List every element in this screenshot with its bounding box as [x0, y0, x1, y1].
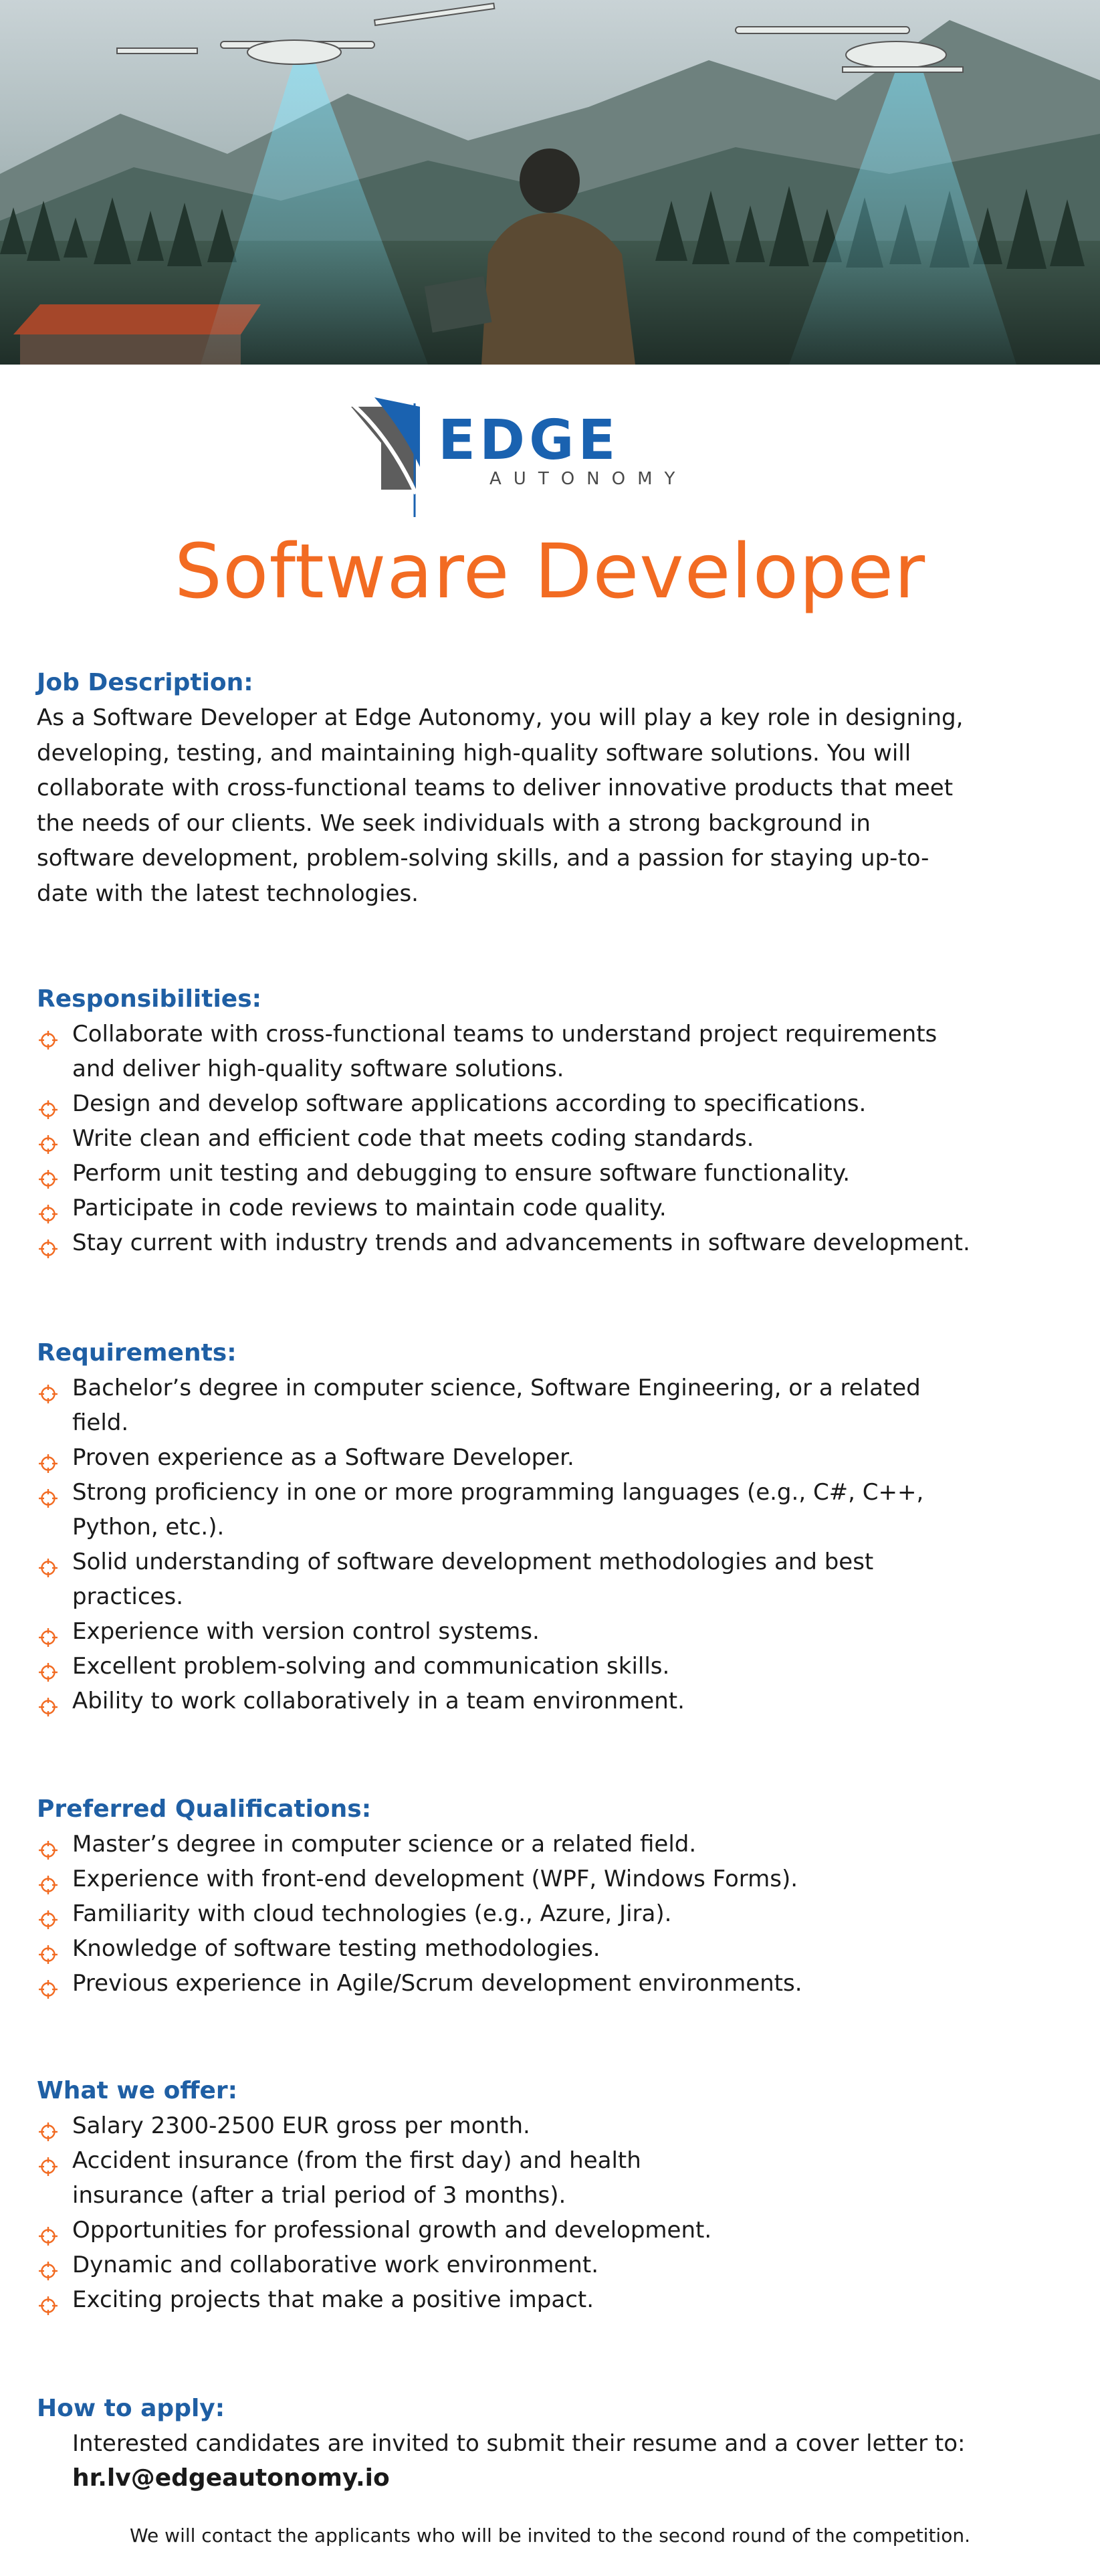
list-item	[37, 1191, 970, 1225]
list-item-text: Dynamic and collaborative work environment.	[72, 2252, 598, 2278]
list-item-text: Experience with front-end development (WPF, Windows Forms).	[72, 1866, 798, 1892]
list-item	[37, 1896, 802, 1931]
list-item	[37, 1545, 923, 1614]
section-what-we-offer	[37, 2074, 711, 2317]
crosshair-target-icon	[38, 1836, 58, 1856]
list-item-text: Accident insurance (from the first day) and health	[72, 2147, 641, 2174]
crosshair-target-icon	[38, 1975, 58, 1995]
edge-autonomy-logo	[341, 393, 756, 520]
list-item-text: Stay current with industry trends and advancements in software development.	[72, 1229, 970, 1256]
list-item-text: and deliver high-quality software solutions.	[72, 1056, 564, 1082]
section-heading: Requirements:	[37, 1339, 237, 1367]
list-item-text: Perform unit testing and debugging to ensure software functionality.	[72, 1160, 851, 1187]
list-item	[37, 1862, 802, 1896]
text-line: the needs of our clients. We seek individuals with a strong background in	[37, 809, 871, 837]
list-item-text: Salary 2300-2500 EUR gross per month.	[72, 2112, 530, 2139]
list-item-text: Bachelor’s degree in computer science, Software Engineering, or a related	[72, 1375, 921, 1401]
requirements-list	[37, 1371, 923, 1718]
text-line: collaborate with cross-functional teams to deliver innovative products that meet	[37, 775, 954, 801]
list-item	[37, 1931, 802, 1966]
list-item	[37, 1225, 970, 1260]
list-item-text: Strong proficiency in one or more programming languages (e.g., C#, C++,	[72, 1479, 924, 1506]
list-item	[37, 1614, 923, 1649]
text-line: date with the latest technologies.	[37, 880, 419, 907]
list-item-text: Participate in code reviews to maintain code quality.	[72, 1195, 667, 1221]
list-item	[37, 1440, 923, 1475]
section-preferred-qualifications	[37, 1792, 802, 2001]
list-item-text: Knowledge of software testing methodologies.	[72, 1935, 600, 1962]
crosshair-target-icon	[38, 1658, 58, 1678]
logo-subwordmark: AUTONOMY	[489, 469, 687, 489]
section-requirements	[37, 1336, 923, 1718]
job-title: Software Developer	[174, 528, 926, 615]
text-line: As a Software Developer at Edge Autonomy, you will play a key role in designing,	[37, 704, 964, 731]
list-item-text: practices.	[72, 1583, 183, 1610]
crosshair-target-icon	[38, 1623, 58, 1643]
list-item	[37, 1475, 923, 1545]
offer-list	[37, 2108, 711, 2317]
crosshair-target-icon	[38, 1870, 58, 1890]
list-item-text: Ability to work collaboratively in a team environment.	[72, 1688, 685, 1714]
section-heading: Job Description:	[37, 669, 253, 696]
crosshair-target-icon	[38, 1484, 58, 1504]
list-item-text: Familiarity with cloud technologies (e.g., Azure, Jira).	[72, 1900, 672, 1927]
list-item	[37, 1017, 970, 1086]
text-line: developing, testing, and maintaining high-quality software solutions. You will	[37, 739, 911, 767]
crosshair-target-icon	[38, 1692, 58, 1712]
crosshair-target-icon	[38, 1165, 58, 1185]
list-item	[37, 2248, 711, 2282]
section-how-to-apply	[37, 2391, 965, 2496]
crosshair-target-icon	[38, 1234, 58, 1254]
list-item-text: field.	[72, 1409, 129, 1436]
section-heading: Preferred Qualifications:	[37, 1795, 372, 1823]
list-item	[37, 1371, 923, 1440]
crosshair-target-icon	[38, 1449, 58, 1469]
preferred-qualifications-list	[37, 1827, 802, 2001]
list-item	[37, 1156, 970, 1191]
crosshair-target-icon	[38, 1940, 58, 1960]
list-item-text: Design and develop software applications according to specifications.	[72, 1090, 867, 1117]
list-item-text: Solid understanding of software development methodologies and best	[72, 1549, 874, 1575]
list-item	[37, 1121, 970, 1156]
list-item-text: Excellent problem-solving and communication skills.	[72, 1653, 670, 1680]
list-item	[37, 2108, 711, 2143]
list-item-text: Proven experience as a Software Developer.	[72, 1444, 574, 1471]
crosshair-target-icon	[38, 1553, 58, 1573]
crosshair-target-icon	[38, 1095, 58, 1115]
list-item-text: Collaborate with cross-functional teams to understand project requirements	[72, 1021, 938, 1048]
list-item-text: Opportunities for professional growth and development.	[72, 2217, 712, 2244]
list-item-text: Write clean and efficient code that meets coding standards.	[72, 1125, 754, 1152]
crosshair-target-icon	[38, 1379, 58, 1399]
list-item	[37, 2282, 711, 2317]
crosshair-target-icon	[38, 2221, 58, 2242]
list-item-text: Python, etc.).	[72, 1514, 225, 1541]
crosshair-target-icon	[38, 2117, 58, 2137]
crosshair-target-icon	[38, 2152, 58, 2172]
crosshair-target-icon	[38, 1130, 58, 1150]
list-item-text: Experience with version control systems.	[72, 1618, 540, 1645]
hero-banner-image	[0, 0, 1100, 365]
apply-instructions: Interested candidates are invited to submit their resume and a cover letter to:	[72, 2430, 966, 2457]
list-item	[37, 1966, 802, 2001]
list-item-text: Previous experience in Agile/Scrum development environments.	[72, 1970, 802, 1997]
list-item	[37, 1649, 923, 1684]
section-job-description	[37, 666, 963, 911]
text-line: software development, problem-solving skills, and a passion for staying up-to-	[37, 845, 929, 872]
job-description-text	[37, 700, 963, 911]
crosshair-target-icon	[38, 1025, 58, 1046]
apply-email-link[interactable]: hr.lv@edgeautonomy.io	[72, 2464, 390, 2492]
logo-wordmark: EDGE	[438, 409, 620, 472]
list-item-text: Exciting projects that make a positive impact.	[72, 2286, 594, 2313]
list-item-text: insurance (after a trial period of 3 months).	[72, 2182, 566, 2209]
crosshair-target-icon	[38, 1905, 58, 1925]
crosshair-target-icon	[38, 2291, 58, 2311]
list-item	[37, 2213, 711, 2248]
list-item	[37, 1086, 970, 1121]
crosshair-target-icon	[38, 1199, 58, 1219]
section-heading: Responsibilities:	[37, 985, 262, 1013]
footer-note: We will contact the applicants who will be invited to the second round of the competition.	[130, 2524, 970, 2547]
list-item	[37, 1827, 802, 1862]
section-responsibilities	[37, 982, 970, 1260]
crosshair-target-icon	[38, 2256, 58, 2276]
list-item	[37, 1684, 923, 1718]
list-item-text: Master’s degree in computer science or a related field.	[72, 1831, 697, 1858]
logo-emblem-icon	[348, 397, 420, 517]
section-heading: What we offer:	[37, 2077, 238, 2104]
responsibilities-list	[37, 1017, 970, 1260]
list-item	[37, 2143, 711, 2213]
section-heading: How to apply:	[37, 2395, 225, 2422]
